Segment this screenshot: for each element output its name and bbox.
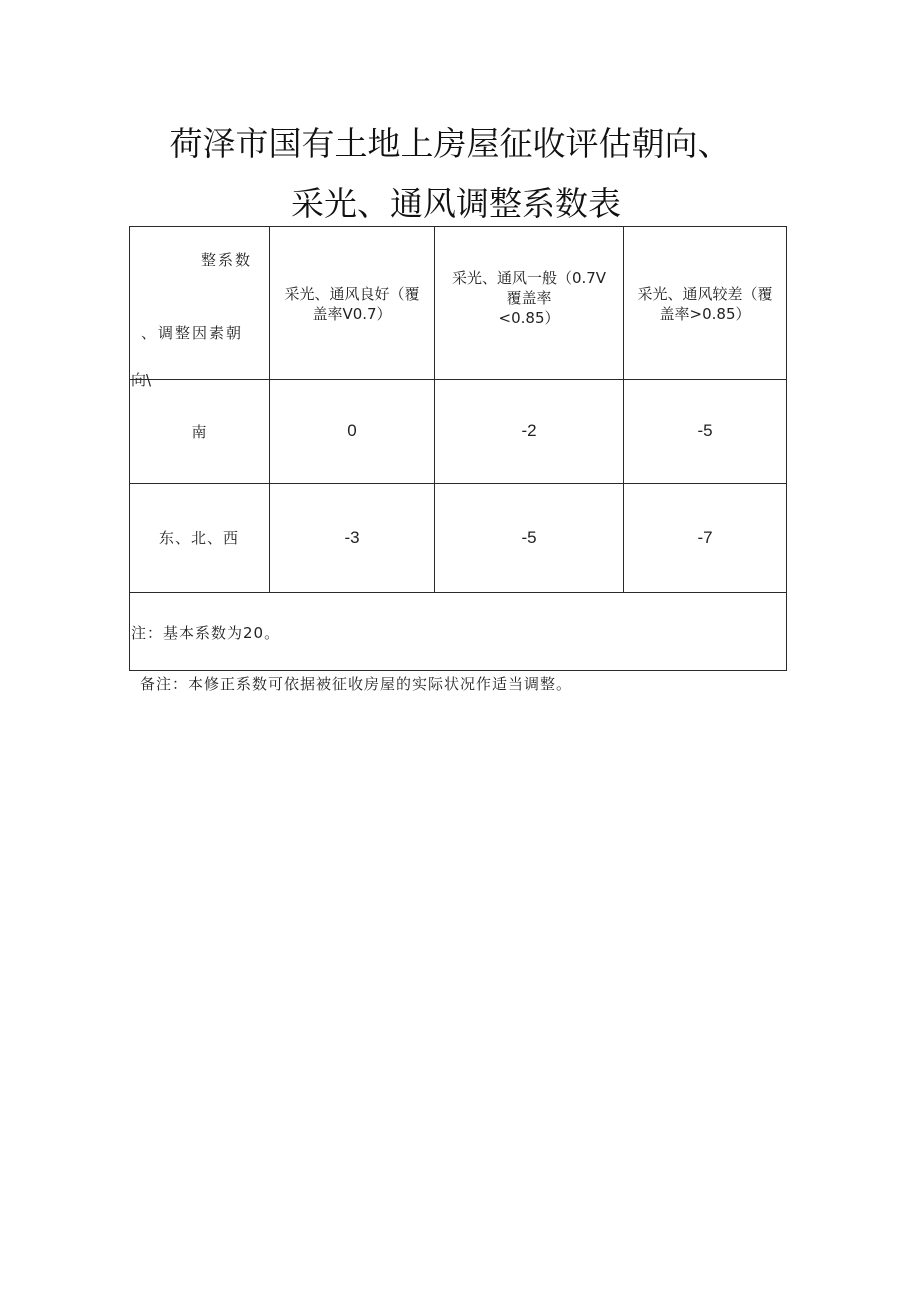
column-header-average: [435, 268, 623, 328]
table-cell: -2: [521, 421, 537, 440]
adjustment-coefficient-table: [129, 226, 787, 671]
corner-header-bottom-clip: [130, 366, 268, 389]
table-border-left: [129, 226, 130, 671]
table-border-top: [129, 226, 787, 227]
table-cell: -7: [697, 528, 713, 547]
table-rule-header: [129, 379, 787, 380]
corner-header-bottom: 向\: [131, 371, 152, 389]
table-rule-row1: [129, 483, 787, 484]
table-border-right: [786, 226, 787, 671]
row-label-east-north-west: 东、北、西: [158, 529, 239, 547]
column-header-good-line2: 盖率V0.7）: [312, 305, 392, 323]
remark-note: 备注：本修正系数可依据被征收房屋的实际状况作适当调整。: [140, 675, 573, 693]
column-header-poor-line1: 采光、通风较差（覆: [637, 285, 773, 303]
column-header-poor-line2: 盖率>0.85）: [659, 305, 751, 323]
column-header-average-line2: 覆盖率: [506, 289, 552, 307]
table-cell: -3: [344, 528, 360, 547]
column-header-poor: [624, 284, 786, 324]
column-header-average-line1: 采光、通风一般（0.7V: [451, 269, 607, 287]
document-title-line-2: 采光、通风调整系数表: [291, 184, 621, 223]
table-cell: -5: [697, 421, 713, 440]
corner-header-top: 整系数: [201, 251, 253, 269]
table-cell: 0: [347, 421, 357, 440]
table-cell: -5: [521, 528, 537, 547]
table-footnote: 注：基本系数为20。: [131, 624, 281, 642]
table-border-bottom: [129, 670, 787, 671]
table-rule-row2: [129, 592, 787, 593]
column-header-average-line3: <0.85）: [498, 309, 560, 327]
column-header-good-line1: 采光、通风良好（覆: [284, 285, 420, 303]
corner-header-middle: 、调整因素朝: [141, 324, 244, 342]
column-header-good: [270, 284, 434, 324]
row-label-south: 南: [191, 423, 207, 441]
document-title-line-1: 荷泽市国有土地上房屋征收评估朝向、: [169, 124, 731, 163]
